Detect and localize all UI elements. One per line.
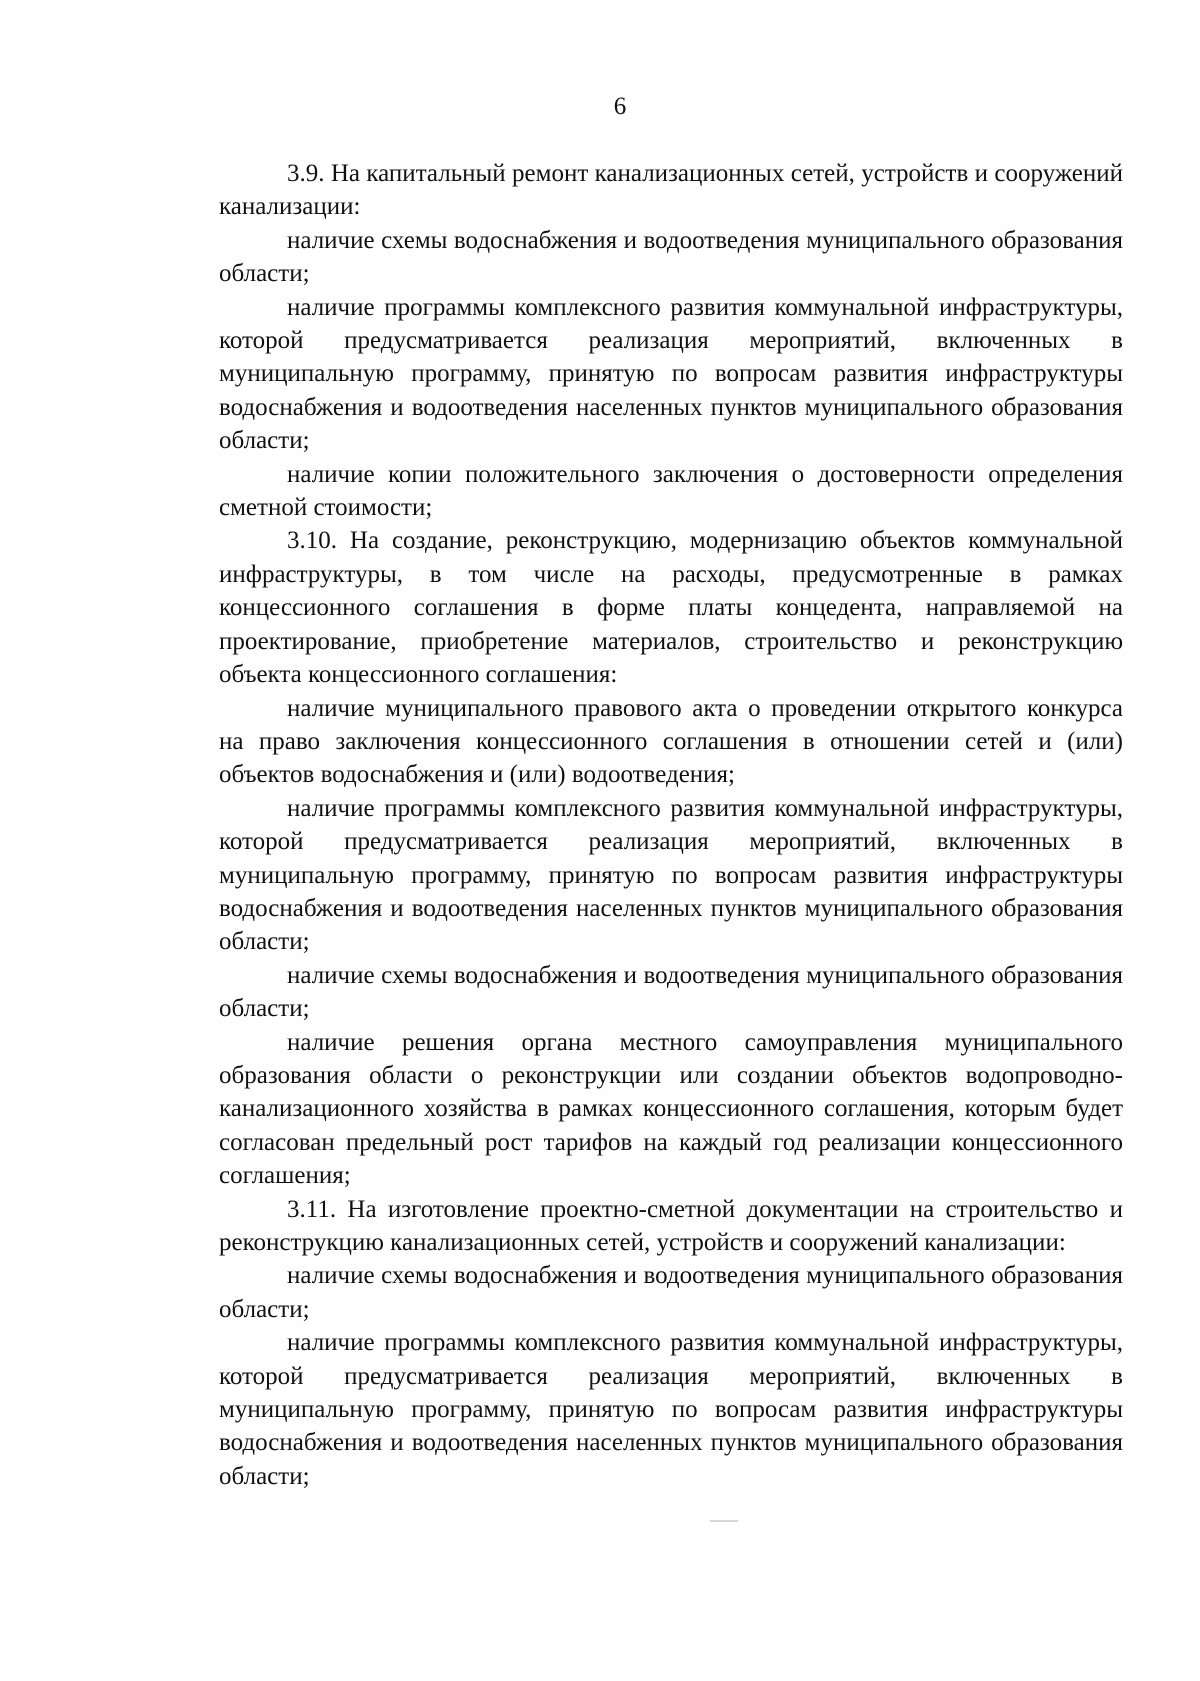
requirement-item: наличие программы комплексного развития коммунальной инфраструктуры, которой предусматривается реализация мероприятий, включенных в муниципальную программу, принятую по вопросам развития инфраструктуры водоснабжения и водоотведения населенных пунктов муниципального образования области;: [219, 1329, 1123, 1490]
document-body: [219, 157, 1123, 1493]
requirement-item: наличие муниципального правового акта о проведении открытого конкурса на право заключения концессионного соглашения в отношении сетей и (или) объектов водоснабжения и (или) водоотведения;: [219, 694, 1123, 789]
scan-artifact: [710, 1520, 738, 1522]
requirement-item: наличие схемы водоснабжения и водоотведения муниципального образования области;: [219, 226, 1123, 288]
section-3-9-heading: 3.9. На капитальный ремонт канализационных сетей, устройств и сооружений канализации:: [219, 160, 1123, 221]
requirement-item: наличие программы комплексного развития коммунальной инфраструктуры, которой предусматривается реализация мероприятий, включенных в муниципальную программу, принятую по вопросам развития инфраструктуры водоснабжения и водоотведения населенных пунктов муниципального образования области;: [219, 794, 1123, 956]
section-3-10-heading: 3.10. На создание, реконструкцию, модернизацию объектов коммунальной инфраструктуры, в том числе на расходы, предусмотренные в рамках концессионного соглашения в форме платы концедента, направляемой на проектирование, приобретение материалов, строительство и реконструкцию объекта концессионного соглашения:: [219, 527, 1123, 689]
section-3-11-heading: 3.11. На изготовление проектно-сметной документации на строительство и реконструкцию канализационных сетей, устройств и сооружений канализации:: [219, 1195, 1123, 1256]
requirement-item: наличие программы комплексного развития коммунальной инфраструктуры, которой предусматривается реализация мероприятий, включенных в муниципальную программу, принятую по вопросам развития инфраструктуры водоснабжения и водоотведения населенных пунктов муниципального образования области;: [219, 293, 1123, 455]
requirement-item: наличие схемы водоснабжения и водоотведения муниципального образования области;: [219, 961, 1123, 1023]
requirement-item: наличие копии положительного заключения о достоверности определения сметной стоимости;: [219, 460, 1123, 522]
requirement-item: наличие схемы водоснабжения и водоотведения муниципального образования области;: [219, 1262, 1123, 1323]
requirement-item: наличие решения органа местного самоуправления муниципального образования области о реконструкции или создании объектов водопроводно-канализационного хозяйства в рамках концессионного соглашения, которым будет согласован предельный рост тарифов на каждый год реализации концессионного соглашения;: [219, 1028, 1123, 1190]
page-number: 6: [613, 93, 627, 120]
